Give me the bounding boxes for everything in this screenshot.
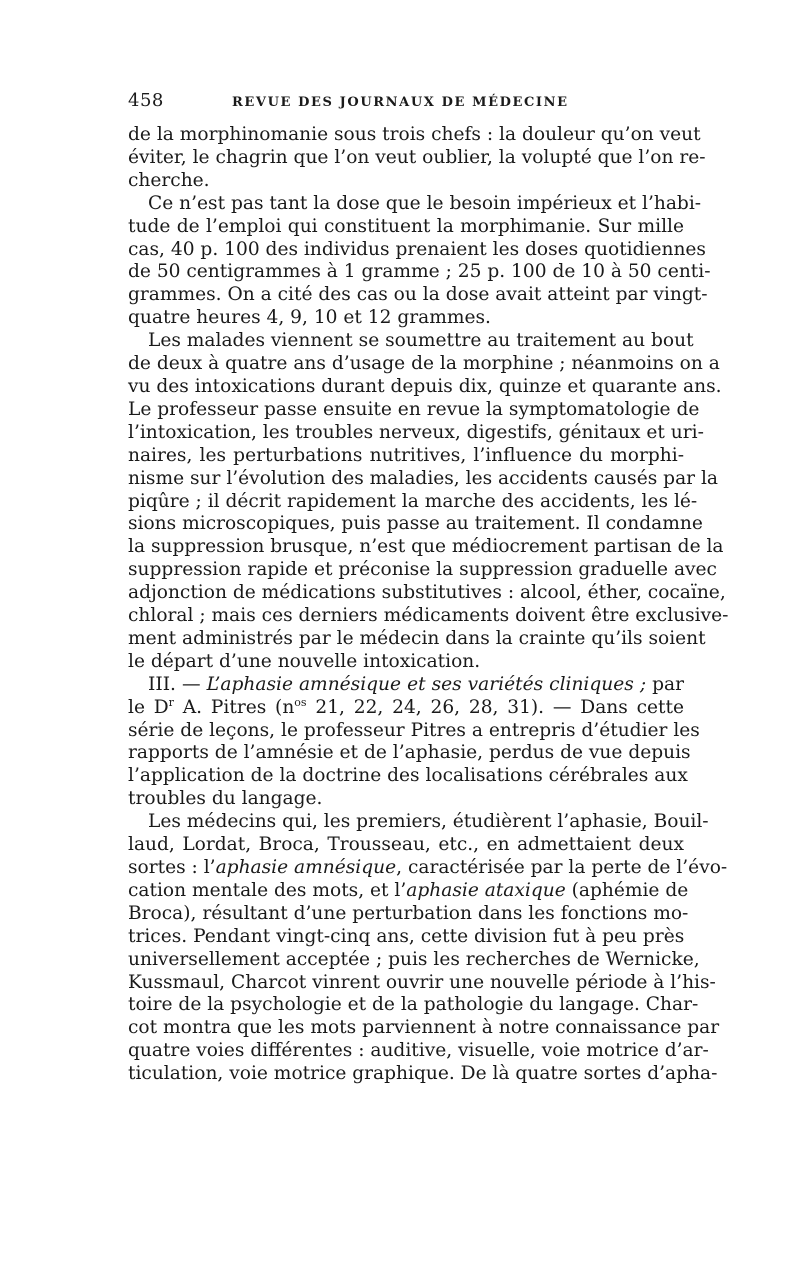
- p5-line-1: Les médecins qui, les premiers, étudièrent l’aphasie, Bouil-: [148, 811, 709, 833]
- section-numeral: III.: [148, 673, 176, 695]
- text-line: rapports de l’amnésie et de l’aphasie, perdus de vue depuis: [128, 742, 691, 764]
- text-line: Kussmaul, Charcot vinrent ouvrir une nouvelle période à l’his-: [128, 971, 716, 993]
- p5-line-2: laud, Lordat, Broca, Trousseau, etc., en admettaient deux: [128, 834, 684, 856]
- text-line: ment administrés par le médecin dans la crainte qu’ils soient: [128, 627, 706, 649]
- paragraph-5: [128, 811, 728, 1086]
- p5-line-4: [128, 879, 689, 903]
- text-line: vu des intoxications durant depuis dix, quinze et quarante ans.: [128, 375, 722, 397]
- p5-l3-italic: aphasie amnésique: [215, 857, 397, 878]
- text-line: cas, 40 p. 100 des individus prenaient les doses quotidiennes: [128, 238, 706, 260]
- text-line: quatre voies différentes : auditive, visuelle, voie motrice d’ar-: [128, 1040, 709, 1062]
- running-head: REVUE DES JOURNAUX DE MÉDECINE: [232, 95, 569, 110]
- text-line: universellement acceptée ; puis les recherches de Wernicke,: [128, 948, 700, 970]
- text-line: troubles du langage.: [128, 788, 323, 810]
- page-number: 458: [128, 90, 164, 111]
- text-line: adjonction de médications substitutives : alcool, éther, cocaïne,: [128, 582, 726, 604]
- text-line: piqûre ; il décrit rapidement la marche des accidents, les lé-: [128, 490, 698, 512]
- text-line: sions microscopiques, puis passe au traitement. Il condamne: [128, 513, 703, 535]
- text-line: Ce n’est pas tant la dose que le besoin impérieux et l’habi-: [148, 192, 702, 214]
- text-line: de 50 centigrammes à 1 gramme ; 25 p. 100 de 10 à 50 centi-: [128, 261, 711, 283]
- section-iii-lines: [128, 719, 700, 812]
- p5-l4a: cation mentale des mots, et l’: [128, 879, 407, 901]
- text-line: Le professeur passe ensuite en revue la symptomatologie de: [128, 398, 700, 420]
- text-line: tude de l’emploi qui constituent la morphimanie. Sur mille: [128, 215, 684, 237]
- text-line: le départ d’une nouvelle intoxication.: [128, 650, 481, 672]
- text-line: l’intoxication, les troubles nerveux, digestifs, génitaux et uri-: [128, 421, 704, 443]
- author: A. Pitres (n: [173, 696, 295, 718]
- dash: —: [175, 673, 207, 695]
- author-prefix: le D: [128, 696, 169, 718]
- book-page: [128, 90, 729, 1086]
- text-line: suppression rapide et préconise la suppression graduelle avec: [128, 559, 717, 581]
- p5-l4b: (aphémie de: [565, 879, 689, 901]
- paragraphs: [128, 124, 729, 674]
- section-iii-first-line: [128, 674, 684, 697]
- text-line: l’application de la doctrine des localisations cérébrales aux: [128, 765, 688, 787]
- text-line: ticulation, voie motrice graphique. De là quatre sortes d’apha-: [128, 1063, 718, 1085]
- p5-line-3: [128, 857, 728, 880]
- author-sup: r: [168, 695, 174, 709]
- p5-rest-lines: [128, 902, 720, 1086]
- section-title: L’aphasie amnésique et ses variétés cliniques ;: [206, 673, 647, 695]
- section-iii-author-line: [128, 697, 684, 720]
- text-line: toire de la psychologie et de la pathologie du langage. Char-: [128, 994, 699, 1016]
- text-line: cot montra que les mots parviennent à notre connaissance par: [128, 1017, 720, 1039]
- section-iii-paragraph: [128, 673, 700, 811]
- text-line: chloral ; mais ces derniers médicaments doivent être exclusive-: [128, 605, 729, 627]
- text-line: série de leçons, le professeur Pitres a entrepris d’étudier les: [128, 719, 700, 741]
- text-line: trices. Pendant vingt-cinq ans, cette division fut à peu près: [128, 925, 685, 947]
- text-line: Broca), résultant d’une perturbation dans les fonctions mo-: [128, 902, 689, 924]
- text-line: de deux à quatre ans d’usage de la morphine ; néanmoins on a: [128, 353, 720, 375]
- text-line: de la morphinomanie sous trois chefs : la douleur qu’on veut: [128, 124, 701, 145]
- nos-sup: os: [294, 695, 307, 709]
- text-line: grammes. On a cité des cas ou la dose avait atteint par vingt-: [128, 284, 708, 306]
- text-line: quatre heures 4, 9, 10 et 12 grammes.: [128, 307, 491, 329]
- p5-l4-italic: aphasie ataxique: [406, 879, 566, 901]
- p5-l3b: , caractérisée par la perte de l’évo-: [396, 857, 728, 878]
- text-line: naires, les perturbations nutritives, l’influence du morphi-: [128, 444, 684, 466]
- text-line: la suppression brusque, n’est que médiocrement partisan de la: [128, 536, 724, 558]
- text-line: éviter, le chagrin que l’on veut oublier, la volupté que l’on re-: [128, 146, 706, 168]
- by-text: par: [646, 673, 684, 695]
- page-header: [128, 90, 684, 124]
- p5-l3a: sortes : l’: [128, 857, 216, 878]
- page-body: [128, 124, 729, 1086]
- refs: 21, 22, 24, 26, 28, 31). — Dans cette: [306, 696, 684, 718]
- text-line: nisme sur l’évolution des maladies, les accidents causés par la: [128, 467, 718, 489]
- text-line: Les malades viennent se soumettre au traitement au bout: [148, 330, 694, 352]
- text-line: cherche.: [128, 169, 210, 191]
